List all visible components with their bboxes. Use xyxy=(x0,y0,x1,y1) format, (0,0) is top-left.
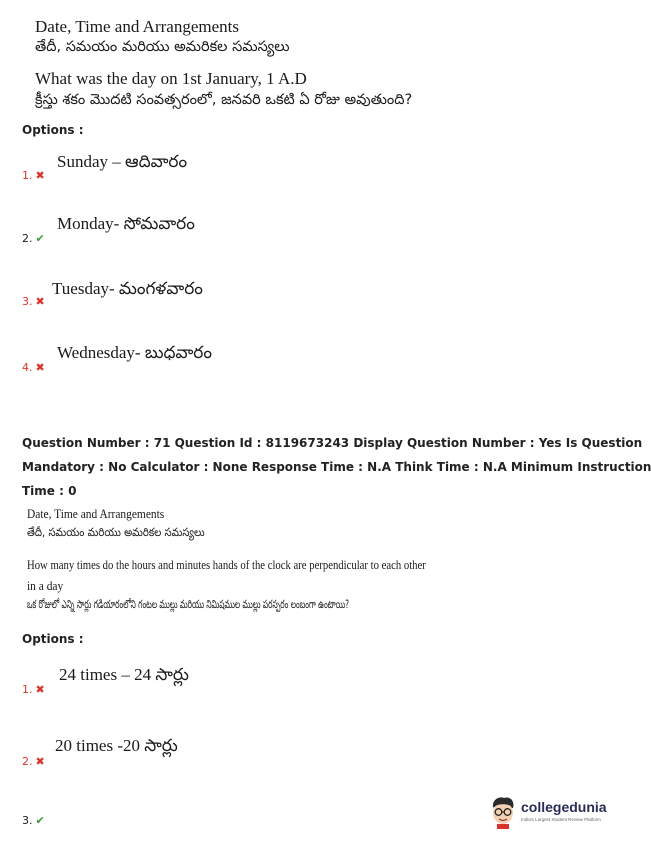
options-label: Options : xyxy=(22,632,84,646)
question-title: Date, Time and Arrangements xyxy=(27,506,165,521)
option-number-label: 4. xyxy=(22,361,33,374)
option-3-text: Tuesday- మంగళవారం xyxy=(52,279,203,298)
question-meta-line3: Time : 0 xyxy=(22,484,77,498)
cross-icon: ✖ xyxy=(35,169,45,182)
option-number-label: 1. xyxy=(22,683,33,696)
option-2-text: 20 times -20 సార్లు xyxy=(55,736,178,755)
question-meta-line1: Question Number : 71 Question Id : 8119673243 Display Question Number : Yes Is Question xyxy=(22,436,643,450)
option-number-label: 1. xyxy=(22,169,33,182)
option-number-3 xyxy=(22,290,45,309)
check-icon: ✔ xyxy=(35,814,45,827)
question-title: Date, Time and Arrangements xyxy=(35,17,239,36)
cross-icon: ✖ xyxy=(35,361,45,374)
option-1-text: Sunday – ఆదివారం xyxy=(57,152,188,171)
option-number-2 xyxy=(22,750,45,769)
cross-icon: ✖ xyxy=(35,755,45,768)
option-4-text: Wednesday- బుధవారం xyxy=(57,343,212,362)
question-text-line2: in a day xyxy=(27,578,64,593)
question-meta-line2: Mandatory : No Calculator : None Response Time : N.A Think Time : N.A Minimum Instruction xyxy=(22,460,651,474)
option-number-label: 2. xyxy=(22,232,33,245)
option-number-4 xyxy=(22,356,45,375)
option-1-text: 24 times – 24 సార్లు xyxy=(59,665,189,684)
question-text-telugu: క్రీస్తు శకం మొదటి సంవత్సరంలో, జనవరి ఒకటి ఏ రోజు అవుతుంది? xyxy=(35,92,413,108)
option-number-2 xyxy=(22,227,45,246)
option-number-3 xyxy=(22,809,45,828)
option-number-1 xyxy=(22,678,45,697)
option-number-label: 2. xyxy=(22,755,33,768)
question-text-telugu: ఒక రోజులో ఎన్ని సార్లు గడియారంలోని గంటల ముల్లు మరియు నిమిషముల ముల్లు పరస్పరం లంబంగా ఉంటాయి? xyxy=(27,597,350,611)
option-number-label: 3. xyxy=(22,295,33,308)
logo-wordmark: collegedunia xyxy=(521,799,607,815)
check-icon: ✔ xyxy=(35,232,45,245)
option-number-1 xyxy=(22,164,45,183)
question-text: What was the day on 1st January, 1 A.D xyxy=(35,69,307,88)
question-text-line1: How many times do the hours and minutes hands of the clock are perpendicular to each other xyxy=(27,557,426,572)
cross-icon: ✖ xyxy=(35,295,45,308)
logo-mascot-icon xyxy=(488,795,518,829)
option-number-label: 3. xyxy=(22,814,33,827)
question-title-telugu: తేదీ, సమయం మరియు అమరికల సమస్యలు xyxy=(35,39,290,55)
cross-icon: ✖ xyxy=(35,683,45,696)
question-title-telugu: తేదీ, సమయం మరియు అమరికల సమస్యలు xyxy=(27,525,205,539)
logo-tagline: India's Largest Student Review Platform xyxy=(521,817,601,822)
option-2-text: Monday- సోమవారం xyxy=(57,214,195,233)
options-label: Options : xyxy=(22,123,84,137)
